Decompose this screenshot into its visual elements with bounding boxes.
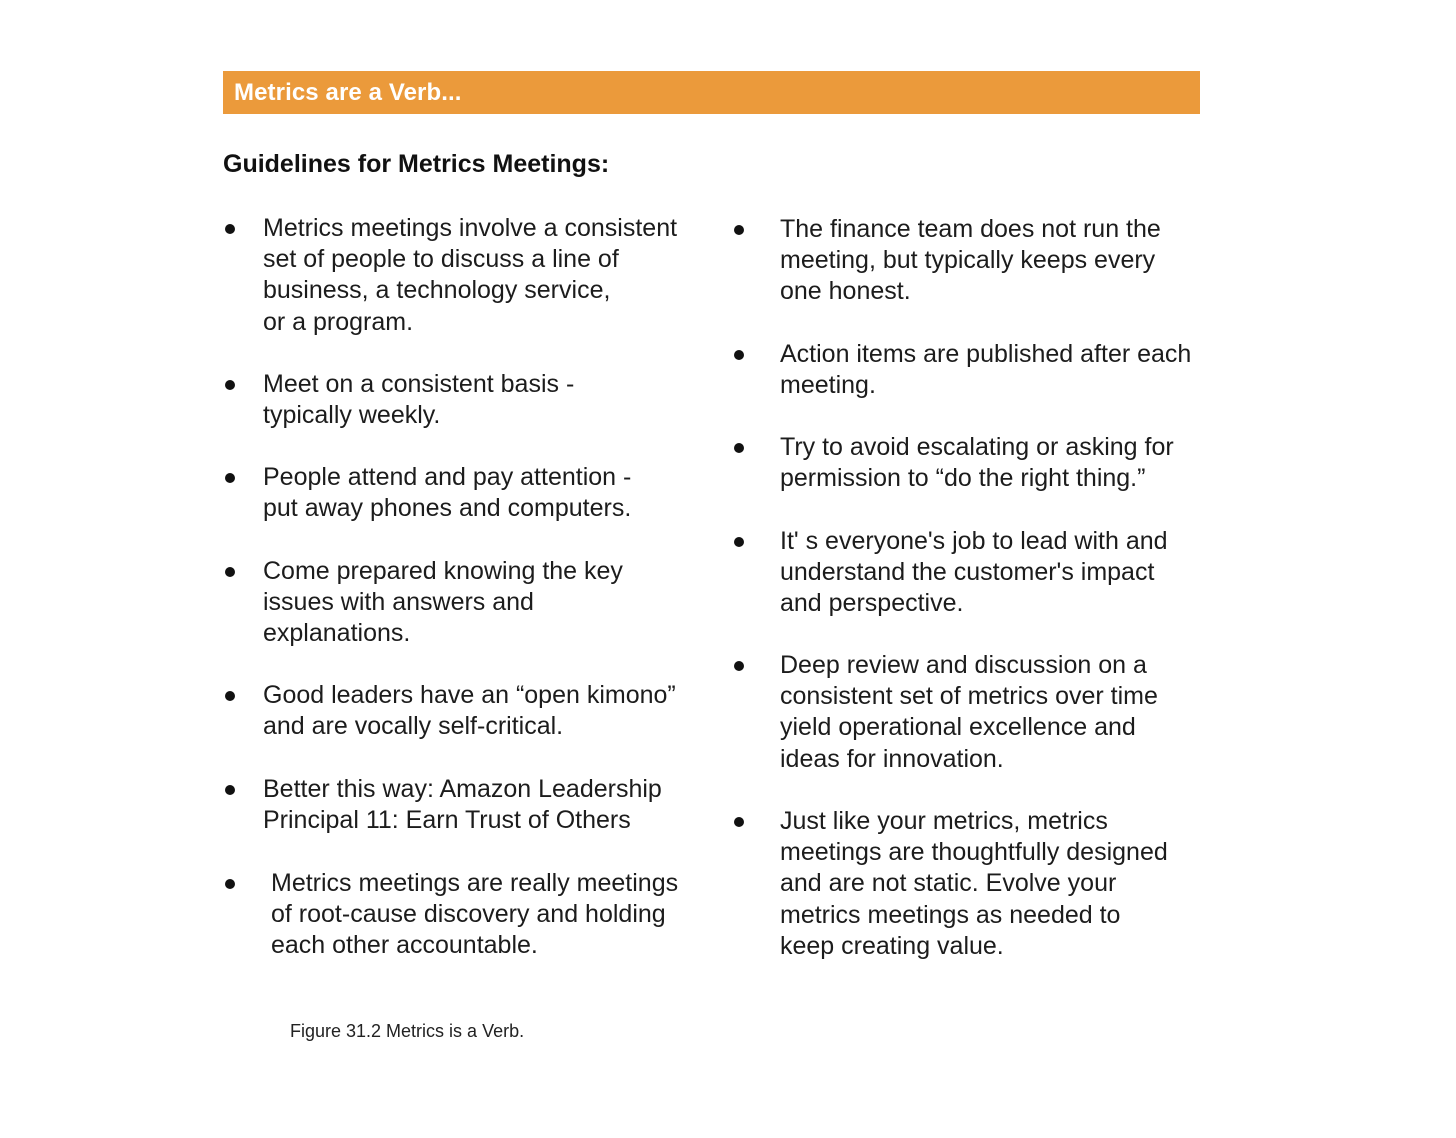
bullet-dot (734, 443, 744, 453)
bullet-line: Just like your metrics, metrics (780, 807, 1108, 835)
bullet-item (780, 526, 1168, 620)
bullet-item (263, 462, 631, 524)
bullet-item (780, 432, 1174, 494)
bullet-item (780, 806, 1168, 962)
bullet-line: The finance team does not run the (780, 215, 1161, 243)
bullet-dot (734, 225, 744, 235)
bullet-line: consistent set of metrics over time (780, 682, 1158, 711)
bullet-line: permission to “do the right thing.” (780, 464, 1146, 493)
bullet-line: meeting. (780, 371, 876, 400)
bullet-line: People attend and pay attention - (263, 463, 632, 491)
bullet-item (263, 556, 623, 650)
bullet-line: yield operational excellence and (780, 713, 1136, 742)
bullet-dot (225, 567, 235, 577)
bullet-dot (225, 380, 235, 390)
bullet-line: explanations. (263, 619, 411, 648)
bullet-line: typically weekly. (263, 401, 441, 430)
bullet-item (263, 680, 676, 742)
bullet-line: and are not static. Evolve your (780, 869, 1117, 898)
bullet-dot (225, 224, 235, 234)
bullet-line: set of people to discuss a line of (263, 245, 619, 274)
bullet-item (780, 650, 1158, 775)
figure-caption: Figure 31.2 Metrics is a Verb. (290, 1021, 525, 1041)
bullet-dot (225, 691, 235, 701)
bullet-item (263, 369, 574, 431)
banner-title: Metrics are a Verb... (234, 78, 462, 106)
bullet-dot (225, 879, 235, 889)
bullet-dot (225, 785, 235, 795)
bullet-item (780, 339, 1191, 401)
bullet-line: and are vocally self-critical. (263, 712, 564, 741)
bullet-line: keep creating value. (780, 931, 1004, 960)
bullet-line: put away phones and computers. (263, 494, 632, 523)
bullet-line: meeting, but typically keeps every (780, 246, 1156, 275)
bullet-line: Meet on a consistent basis - (263, 370, 575, 398)
section-heading: Guidelines for Metrics Meetings: (223, 150, 610, 178)
bullet-line: metrics meetings as needed to (780, 900, 1121, 929)
bullet-item (263, 774, 662, 836)
bullet-line: and perspective. (780, 589, 964, 618)
bullet-item (271, 868, 678, 962)
bullet-line: Principal 11: Earn Trust of Others (263, 806, 631, 835)
bullet-dot (225, 473, 235, 483)
bullet-line: Good leaders have an “open kimono” (263, 681, 676, 709)
bullet-line: ideas for innovation. (780, 744, 1004, 773)
bullet-line: Try to avoid escalating or asking for (780, 433, 1174, 461)
bullet-line: each other accountable. (271, 931, 538, 960)
bullet-line: Action items are published after each (780, 340, 1192, 368)
bullet-line: Better this way: Amazon Leadership (263, 775, 662, 803)
bullet-line: Come prepared knowing the key (263, 557, 623, 585)
bullet-line: meetings are thoughtfully designed (780, 838, 1168, 867)
bullet-dot (734, 537, 744, 547)
bullet-line: issues with answers and (263, 588, 534, 617)
bullet-line: Metrics meetings involve a consistent (263, 214, 678, 242)
bullet-line: one honest. (780, 277, 911, 306)
bullet-dot (734, 661, 744, 671)
bullet-line: understand the customer's impact (780, 558, 1155, 587)
bullet-line: Metrics meetings are really meetings (271, 869, 679, 897)
bullet-line: of root-cause discovery and holding (271, 900, 666, 929)
bullet-line: It' s everyone's job to lead with and (780, 527, 1168, 555)
bullet-line: Deep review and discussion on a (780, 651, 1147, 679)
bullet-dot (734, 817, 744, 827)
bullet-item (780, 214, 1161, 308)
bullet-line: business, a technology service, (263, 276, 611, 305)
bullet-dot (734, 350, 744, 360)
bullet-item (263, 213, 677, 338)
title-banner (223, 71, 1200, 114)
bullet-line: or a program. (263, 307, 414, 336)
